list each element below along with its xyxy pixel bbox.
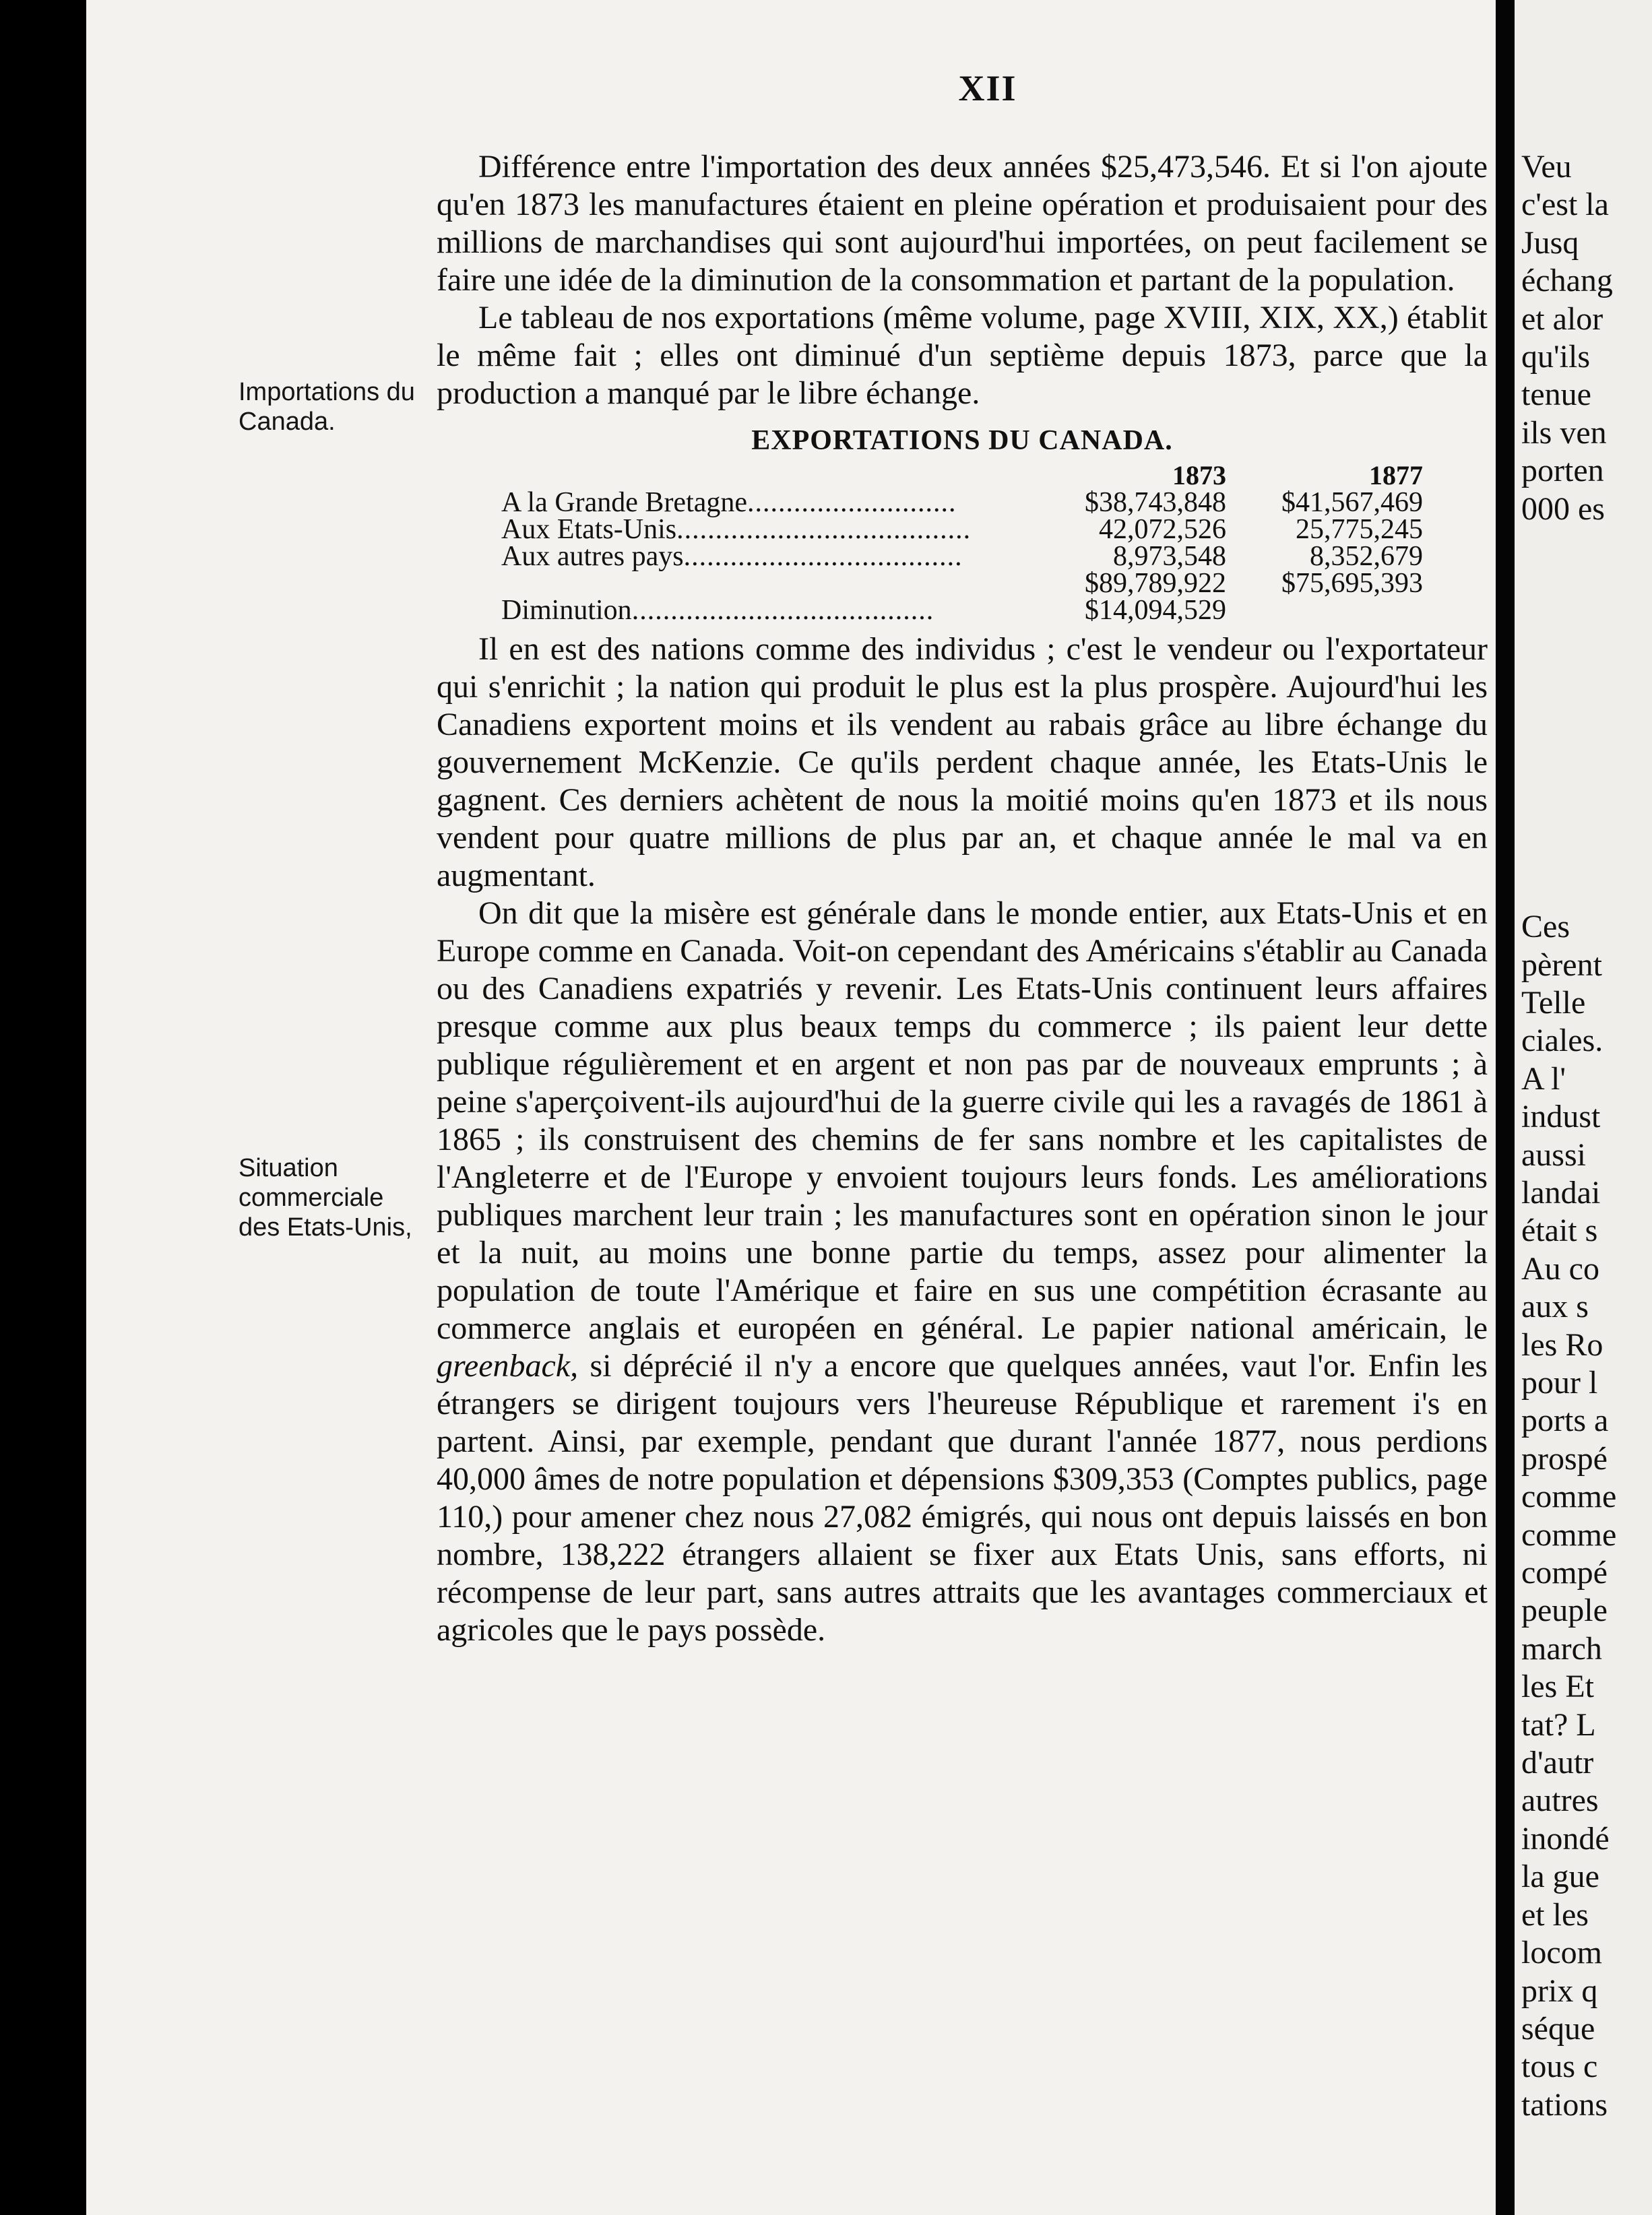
next-page-line: 000 es [1521,490,1605,527]
diminution-label: Diminution [501,595,632,626]
next-page-line: d'autr [1521,1745,1594,1781]
next-page-line: prospé [1521,1440,1608,1477]
greenback-italic: greenback, [437,1348,579,1384]
next-page-line: ils ven [1521,414,1607,451]
leader-dots: .................................... [683,541,963,572]
paragraph-tableau: Le tableau de nos exportations (même volume, page XVIII, XIX, XX,) établit le même fait ; elles ont diminué d'un septième depuis 1873, parce que la production a manqué par le libre échange. [437,300,1488,411]
next-page-line: tations [1521,2086,1608,2123]
next-page-line: était s [1521,1213,1598,1249]
table-row [497,516,1427,543]
next-page-line: autres [1521,1783,1599,1819]
value-1873: 42,072,526 [1099,514,1226,545]
value-1877: $41,567,469 [1281,487,1423,518]
next-page-line: locom [1521,1935,1602,1971]
next-page-line: Veu [1521,149,1572,185]
right-page-text [1521,148,1616,2124]
total-1873: $89,789,922 [1085,568,1226,599]
row-label: Aux autres pays [501,541,684,572]
next-page-line: indust [1521,1099,1601,1135]
margin-note-importations: Importations du Canada. [239,378,415,436]
leader-dots: ....................................... [631,595,934,626]
next-page-line: pour l [1521,1365,1598,1401]
next-page-line: A l' [1521,1060,1566,1097]
next-page-line: tat? L [1521,1706,1596,1743]
next-page-line: et les [1521,1896,1589,1933]
right-page-fragment [1515,0,1652,2215]
row-label: Aux Etats-Unis [501,514,677,545]
next-page-line: ciales. [1521,1023,1603,1059]
table-row [497,489,1427,516]
next-page-line: Jusq [1521,224,1579,261]
page-gutter [1497,0,1513,2215]
next-page-line: comme [1521,1516,1617,1553]
margin-note-situation: Situation commerciale des Etats-Unis, [239,1154,412,1242]
paragraph-difference: Différence entre l'importation des deux années $25,473,546. Et si l'on ajoute qu'en 1873 les manufactures étaient en pleine opération et produisaient pour des millions de marchandises qui sont aujourd'hui importées, on peut facilement se faire une idée de la diminution de la consommation et partant de la population. [437,149,1488,298]
exports-table [497,462,1427,624]
next-page-line: Au co [1521,1250,1599,1287]
diminution-value: $14,094,529 [1085,595,1226,626]
next-page-line: Ces [1521,909,1570,945]
next-page-line: aussi [1521,1136,1586,1173]
next-page-line: landai [1521,1174,1601,1211]
value-1877: 8,352,679 [1310,541,1423,572]
next-page-line: c'est la [1521,187,1609,223]
next-page-line: porten [1521,453,1604,489]
leader-dots: ........................... [747,487,957,518]
next-page-line: les Et [1521,1669,1594,1705]
next-page-line: qu'ils [1521,339,1590,375]
year-header: 1873 [1172,460,1226,490]
next-page-line: pèrent [1521,946,1602,983]
next-page-line: la gue [1521,1859,1599,1895]
next-page-line: tenue [1521,377,1591,413]
leader-dots: ...................................... [676,514,972,545]
value-1877: 25,775,245 [1296,514,1423,545]
main-text [437,148,1488,1649]
next-page-line: compé [1521,1555,1608,1591]
next-page-line [1521,528,1616,566]
next-page-line: et alor [1521,300,1603,337]
value-1873: $38,743,848 [1085,487,1226,518]
next-page-line [1521,832,1616,870]
exports-table-title: EXPORTATIONS DU CANADA. [751,425,1173,456]
scan-border-left [0,0,86,2215]
total-1877: $75,695,393 [1281,568,1423,599]
next-page-line [1521,794,1616,832]
next-page-line [1521,757,1616,794]
next-page-line [1521,680,1616,718]
next-page-line: march [1521,1630,1602,1667]
next-page-line: inondé [1521,1820,1610,1857]
value-1873: 8,973,548 [1113,541,1226,572]
paragraph-misere-part2: si déprécié il n'y a encore que quelques années, vaut l'or. Enfin les étrangers se dirigent toujours vers l'heureuse République et rarement i's en partent. Ainsi, par exemple, pendant que durant l'année 1877, nous perdions 40,000 âmes de notre population et dépensions $309,353 (Comptes publics, page 110,) pour amener chez nous 27,082 émigrés, qui nous ont depuis laissés en bon nombre, 138,222 étrangers allaient se fixer aux Etats Unis, sans efforts, ni récompense de leur part, sans autres attraits que les avantages commerciaux et agricoles que le pays possède. [437,1348,1488,1648]
page-number: XII [958,68,1017,108]
next-page-line [1521,604,1616,642]
next-page-line [1521,870,1616,908]
next-page-line [1521,718,1616,756]
table-row [497,543,1427,570]
diminution-row [497,597,1427,624]
totals-row [497,570,1427,597]
next-page-line: échang [1521,263,1613,299]
paragraph-misere [437,895,1488,1649]
exports-table-header [497,462,1427,489]
paragraph-misere-part1: On dit que la misère est générale dans le monde entier, aux Etats-Unis et en Europe comme en Canada. Voit-on cependant des Américains s'établir au Canada ou des Canadiens expatriés y revenir. Les Etats-Unis continuent leurs affaires presque comme aux plus beaux temps du commerce ; ils paient leur dette publique régulièrement et en argent et non pas par de nouveaux emprunts ; à peine s'aperçoivent-ils aujourd'hui de la guerre civile qui les a ravagés de 1861 à 1865 ; ils construisent des chemins de fer sans nombre et les capitalistes de l'Angleterre et de l'Europe y envoient toujours leurs fonds. Les améliorations publiques marchent leur train ; les manufactures sont en opération sinon le jour et la nuit, au moins une bonne partie du temps, assez pour alimenter la population de toute l'Amérique et faire en sus une compétition écrasante au commerce anglais et européen en général. Le papier national américain, le [437,895,1488,1346]
next-page-line: prix q [1521,1972,1598,2009]
year-header: 1877 [1369,460,1423,490]
row-label: A la Grande Bretagne [501,487,748,518]
next-page-line: séque [1521,2010,1595,2047]
next-page-line [1521,642,1616,680]
next-page-line: ports a [1521,1403,1609,1439]
next-page-line [1521,566,1616,604]
paragraph-nations: Il en est des nations comme des individus ; c'est le vendeur ou l'exportateur qui s'enrichit ; la nation qui produit le plus est la plus prospère. Aujourd'hui les Canadiens exportent moins et ils vendent au rabais grâce au libre échange du gouvernement McKenzie. Ce qu'ils perdent chaque année, les Etats-Unis le gagnent. Ces derniers achètent de nous la moitié moins qu'en 1873 et ils nous vendent pour quatre millions de plus par an, et chaque année le mal va en augmentant. [437,631,1488,893]
next-page-line: Telle [1521,984,1586,1021]
next-page-line: tous c [1521,2049,1598,2085]
next-page-line: peuple [1521,1593,1608,1629]
next-page-line: comme [1521,1479,1617,1515]
next-page-line: aux s [1521,1289,1589,1325]
next-page-line: les Ro [1521,1326,1603,1363]
